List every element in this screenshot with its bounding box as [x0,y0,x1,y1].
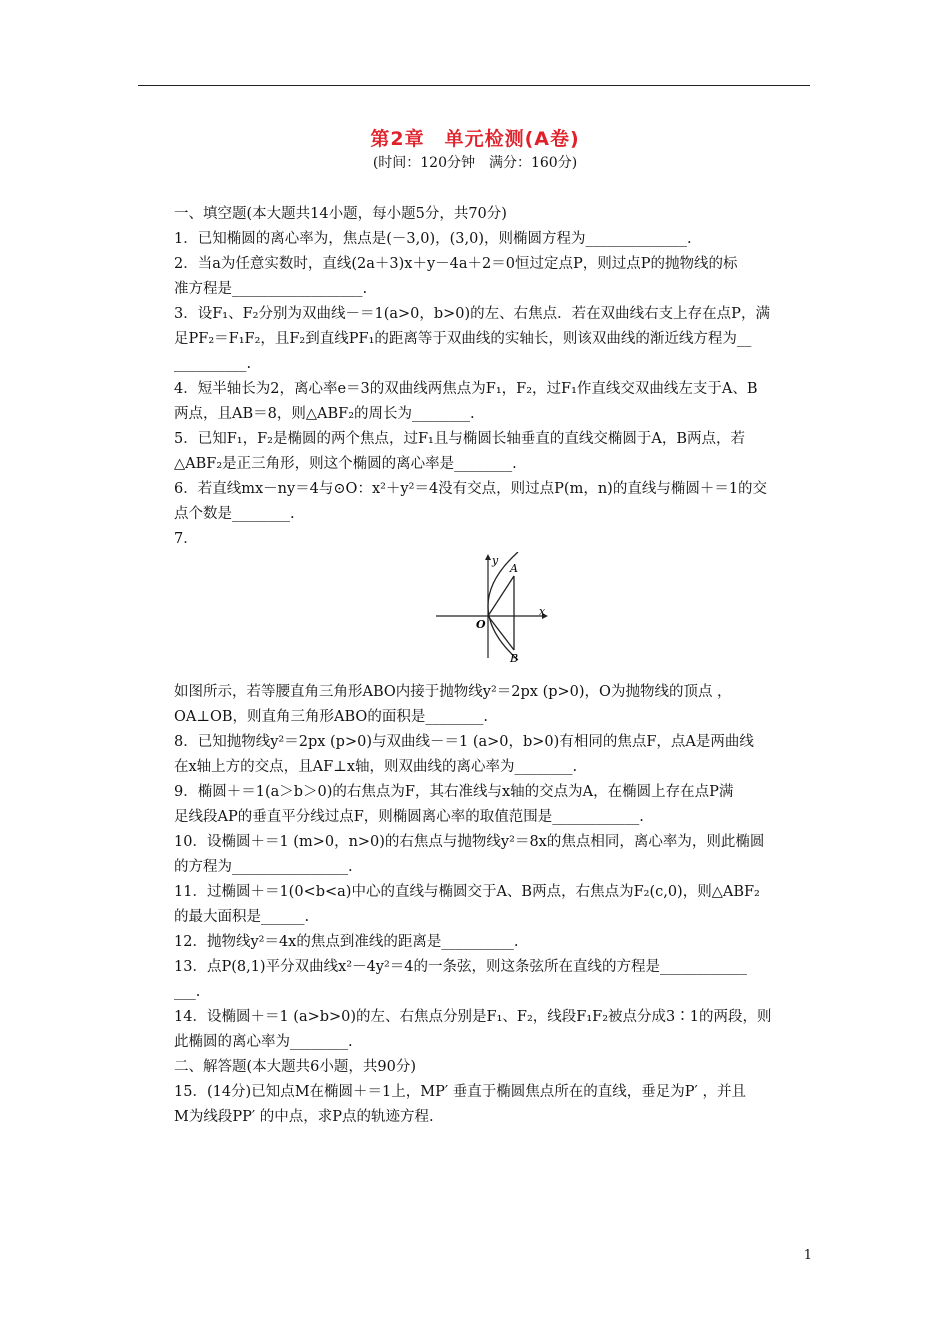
text-line: __________. [174,356,252,372]
text-line: 在x轴上方的交点，且AF⊥x轴，则双曲线的离心率为________. [174,759,578,775]
text-line: 二、解答题(本大题共6小题，共90分) [174,1059,416,1075]
text-line: 9．椭圆＋＝1(a＞b＞0)的右焦点为F，其右准线与x轴的交点为A，在椭圆上存在点P满 [174,784,734,800]
text-line: 2．当a为任意实数时，直线(2a＋3)x＋y－4a＋2＝0恒过定点P，则过点P的抛物线的标 [174,256,738,272]
point-a-label: A [510,562,518,575]
text-line: 7． [174,531,198,547]
text-line: 准方程是__________________. [174,281,368,297]
parabola-diagram [436,552,556,664]
text-line: △ABF₂是正三角形，则这个椭圆的离心率是________. [174,456,517,472]
text-line: 如图所示，若等腰直角三角形ABO内接于抛物线y²＝2px (p>0)，O为抛物线的顶点 ， [174,684,732,700]
text-line: 5．已知F₁，F₂是椭圆的两个焦点，过F₁且与椭圆长轴垂直的直线交椭圆于A，B两点，若 [174,431,745,447]
text-line: 点个数是________. [174,506,295,522]
text-line: 3．设F₁、F₂分别为双曲线－＝1(a>0，b>0)的左、右焦点．若在双曲线右支上存在点P，满 [174,306,770,322]
text-line: 10．设椭圆＋＝1 (m>0，n>0)的右焦点与抛物线y²＝8x的焦点相同，离心率为，则此椭圆 [174,834,765,850]
text-line: 的最大面积是______. [174,909,310,925]
page-number: 1 [803,1248,812,1263]
y-axis-label: y [492,554,499,567]
top-rule [138,85,810,86]
page-title: 第2章 单元检测(A卷) [370,128,580,150]
parabola-figure [174,552,814,680]
text-line: M为线段PP′ 的中点，求P点的轨迹方程. [174,1109,434,1125]
text-line: 6．若直线mx－ny＝4与⊙O：x²＋y²＝4没有交点，则过点P(m，n)的直线与椭圆＋＝1的交 [174,481,768,497]
text-line: 一、填空题(本大题共14小题，每小题5分，共70分) [174,206,507,222]
text-line: 的方程为________________. [174,859,353,875]
question-body [174,202,814,1130]
text-line: 11．过椭圆＋＝1(0<b<a)中心的直线与椭圆交于A、B两点，右焦点为F₂(c,0)，则△ABF₂ [174,884,760,900]
text-line: 足线段AP的垂直平分线过点F，则椭圆离心率的取值范围是____________. [174,809,644,825]
text-line: 1．已知椭圆的离心率为，焦点是(－3,0)，(3,0)，则椭圆方程为______________. [174,231,692,247]
origin-label: O [476,618,486,631]
text-line: 4．短半轴长为2，离心率e＝3的双曲线两焦点为F₁，F₂，过F₁作直线交双曲线左支于A、B [174,381,758,397]
exam-info: (时间：120分钟 满分：160分) [372,155,578,171]
text-line: 13．点P(8,1)平分双曲线x²－4y²＝4的一条弦，则这条弦所在直线的方程是____________ [174,959,748,975]
x-axis-label: x [539,605,546,618]
text-line: 14．设椭圆＋＝1 (a>b>0)的左、右焦点分别是F₁、F₂，线段F₁F₂被点分成3∶1的两段，则 [174,1009,772,1025]
text-line: 15．(14分)已知点M在椭圆＋＝1上，MP′ 垂直于椭圆焦点所在的直线，垂足为P′ ，并且 [174,1084,746,1100]
text-line: ___. [174,984,201,1000]
text-line: 此椭圆的离心率为________. [174,1034,353,1050]
text-line: 足PF₂＝F₁F₂，且F₂到直线PF₁的距离等于双曲线的实轴长，则该双曲线的渐近线方程为__ [174,331,752,347]
text-line: 8．已知抛物线y²＝2px (p>0)与双曲线－＝1 (a>0，b>0)有相同的焦点F，点A是两曲线 [174,734,754,750]
text-line: 12．抛物线y²＝4x的焦点到准线的距离是__________. [174,934,519,950]
text-line: OA⊥OB，则直角三角形ABO的面积是________. [174,709,488,725]
point-b-label: B [510,652,519,664]
text-line: 两点，且AB＝8，则△ABF₂的周长为________. [174,406,475,422]
